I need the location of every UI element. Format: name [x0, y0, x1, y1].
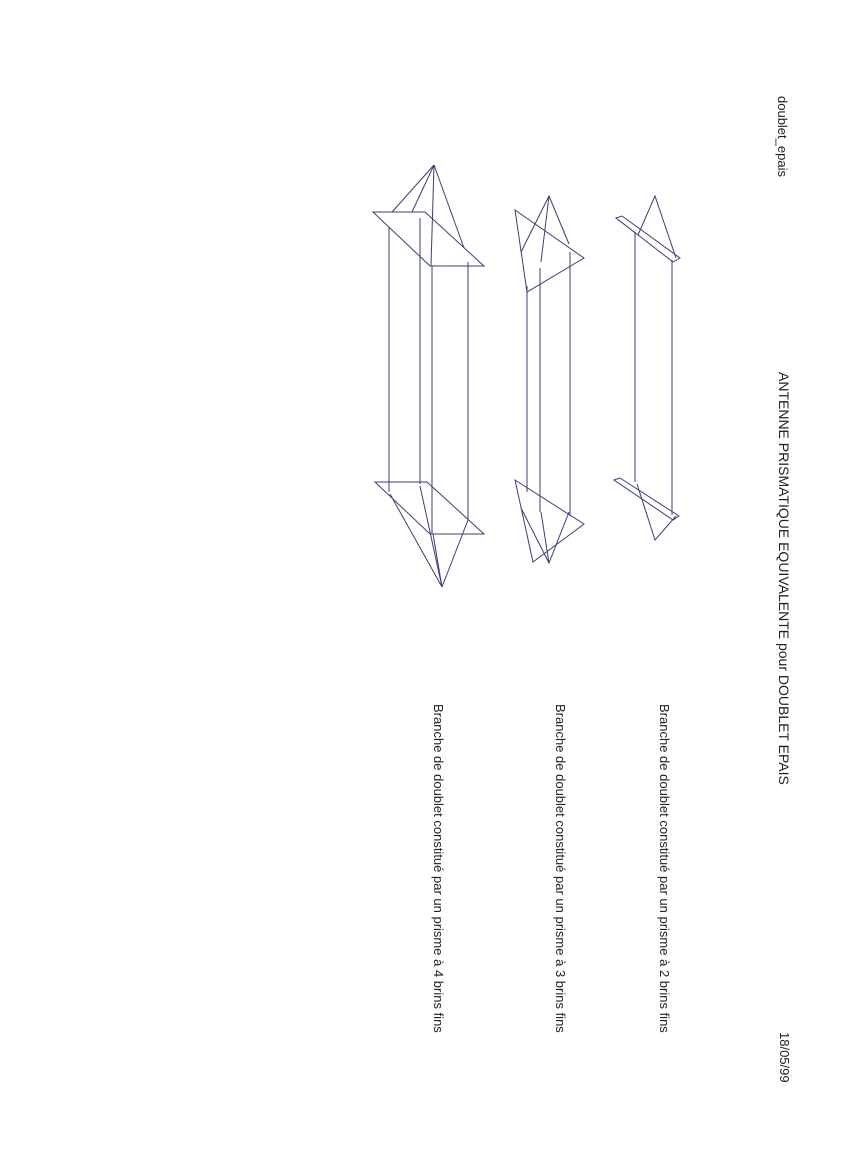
- prism-3-bottom-cap: [515, 480, 584, 563]
- document-name: doublet_epais: [775, 96, 790, 177]
- prism-3-wires: [527, 252, 570, 516]
- prism-3-top-apex: [521, 196, 569, 252]
- document-date: 18/05/99: [777, 1032, 792, 1083]
- prism-2-top-apex: [638, 196, 676, 258]
- prism-4-top-apex-edge-1: [392, 165, 434, 212]
- prism-4-wires: [389, 218, 468, 534]
- prism-4-top-apex-edge-2: [412, 165, 434, 212]
- caption-prism-2-wires: Branche de doublet constitué par un prisme à 2 brins fins: [657, 704, 672, 1033]
- prism-2-top-cap: [616, 196, 680, 262]
- prism-4-bottom-apex-edge-4: [442, 520, 468, 587]
- prism-4-top-apex-edge-3: [431, 165, 434, 266]
- prism-4-wire-figure: [373, 165, 484, 587]
- caption-prism-4-wires: Branche de doublet constitué par un prisme à 4 brins fins: [431, 704, 446, 1033]
- prism-4-top-cap: [373, 165, 484, 266]
- prism-3-top-triangle: [515, 210, 584, 292]
- prism-2-top-plate: [616, 216, 680, 262]
- prism-4-top-square: [373, 212, 484, 266]
- prism-2-bottom-cap: [614, 478, 679, 540]
- prism-3-bottom-triangle: [515, 480, 584, 562]
- prism-4-bottom-apex-edge-2: [420, 486, 442, 587]
- prism-3-top-cap: [515, 196, 584, 292]
- page-title: ANTENNE PRISMATIQUE EQUIVALENTE pour DOUBLET EPAIS: [776, 372, 792, 785]
- prism-4-top-apex-edge-4: [434, 165, 464, 248]
- prism-2-wires: [635, 232, 672, 515]
- prism-2-wire-figure: [614, 196, 680, 540]
- prism-3-wire-figure: [515, 196, 584, 563]
- caption-prism-3-wires: Branche de doublet constitué par un prisme à 3 brins fins: [553, 704, 568, 1033]
